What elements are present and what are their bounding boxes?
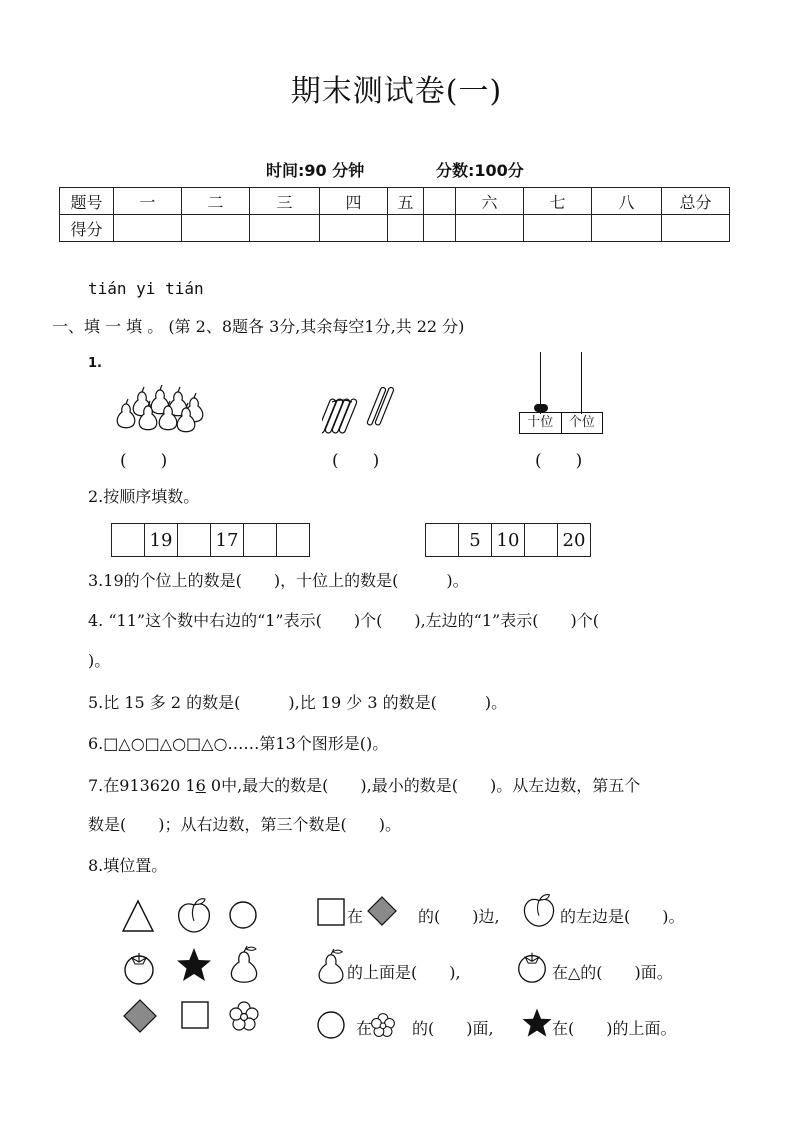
q6-text: 6.□△○□△○□△○……第13个图形是()。 bbox=[88, 734, 389, 753]
q8-s2-b: 在△的( )面。 bbox=[552, 963, 673, 982]
score-cell[interactable] bbox=[250, 215, 320, 242]
score-cell[interactable] bbox=[320, 215, 388, 242]
q7-line1 bbox=[88, 773, 640, 796]
seq-cell[interactable] bbox=[277, 524, 310, 557]
seq-cell: 17 bbox=[211, 524, 244, 557]
circle-icon bbox=[316, 1010, 346, 1040]
q8-text: 8.填位置。 bbox=[88, 856, 168, 875]
q1-blank-3[interactable]: ( ) bbox=[535, 451, 583, 471]
header-col-total: 总分 bbox=[662, 188, 730, 215]
q1-blank-2[interactable]: ( ) bbox=[332, 451, 380, 471]
sequence-left bbox=[111, 523, 310, 557]
sequence-right bbox=[425, 523, 591, 557]
score-cell[interactable] bbox=[182, 215, 250, 242]
pears-group-icon bbox=[112, 370, 212, 436]
abacus-label-ones: 个位 bbox=[568, 415, 595, 430]
square-icon bbox=[180, 1000, 210, 1030]
section-pinyin: tián yi tián bbox=[88, 279, 204, 298]
score-cell[interactable] bbox=[424, 215, 456, 242]
seq-cell: 10 bbox=[492, 524, 525, 557]
q8-s1-a: 在 bbox=[347, 907, 364, 926]
q4-line1: 4. “11”这个数中右边的“1”表示( )个( ),左边的“1”表示( )个( bbox=[88, 611, 599, 630]
tomato-icon bbox=[120, 948, 158, 986]
abacus-rod-ones bbox=[581, 352, 582, 414]
q8-s3-c: 在( )的上面。 bbox=[552, 1019, 677, 1038]
seq-cell[interactable] bbox=[178, 524, 211, 557]
seq-cell: 20 bbox=[558, 524, 591, 557]
diamond-icon bbox=[366, 895, 398, 927]
q8-s1-b: 的( )边, bbox=[418, 907, 500, 926]
star-icon bbox=[174, 946, 214, 984]
abacus-base bbox=[519, 412, 603, 434]
header-label: 题号 bbox=[60, 188, 114, 215]
q8-s2-a: 的上面是( ), bbox=[347, 963, 461, 982]
pear-icon bbox=[314, 946, 348, 988]
header-col-blank bbox=[424, 188, 456, 215]
tomato-icon bbox=[514, 948, 550, 984]
pear-icon bbox=[226, 944, 262, 986]
header-col-7: 七 bbox=[524, 188, 592, 215]
q2-text: 2.按顺序填数。 bbox=[88, 487, 200, 506]
score-cell[interactable] bbox=[592, 215, 662, 242]
q1-blank-1[interactable]: ( ) bbox=[120, 451, 168, 471]
row-label: 得分 bbox=[60, 215, 114, 242]
diamond-icon bbox=[122, 998, 158, 1034]
q1-number: 1. bbox=[88, 356, 102, 371]
time-info: 时间:90 分钟 bbox=[266, 161, 365, 180]
seq-cell[interactable] bbox=[112, 524, 145, 557]
q7-line1-b: 0中,最大的数是( ),最小的数是( )。从左边数，第五个 bbox=[205, 776, 641, 795]
triangle-icon bbox=[120, 898, 156, 934]
header-col-1: 一 bbox=[114, 188, 182, 215]
page-title: 期末测试卷(一) bbox=[290, 74, 503, 109]
score-cell[interactable] bbox=[388, 215, 424, 242]
header-col-4: 四 bbox=[320, 188, 388, 215]
header-col-3: 三 bbox=[250, 188, 320, 215]
score-cell[interactable] bbox=[456, 215, 524, 242]
section-heading: 一、填 一 填 。 (第 2、8题各 3分,其余每空1分,共 22 分) bbox=[52, 317, 465, 336]
seq-cell: 19 bbox=[145, 524, 178, 557]
peach-icon bbox=[174, 896, 214, 934]
q3-text: 3.19的个位上的数是( )，十位上的数是( )。 bbox=[88, 571, 469, 590]
q8-s3-b: 的( )面, bbox=[412, 1019, 494, 1038]
score-table-score-row bbox=[60, 215, 730, 242]
seq-cell[interactable] bbox=[525, 524, 558, 557]
header-col-6: 六 bbox=[456, 188, 524, 215]
flower-icon bbox=[228, 1000, 260, 1032]
star-icon bbox=[520, 1006, 554, 1040]
score-cell[interactable] bbox=[114, 215, 182, 242]
abacus-bead bbox=[534, 404, 548, 412]
score-table bbox=[59, 187, 730, 242]
q5-text: 5.比 15 多 2 的数是( ),比 19 少 3 的数是( )。 bbox=[88, 693, 508, 712]
flower-icon bbox=[370, 1012, 396, 1038]
abacus-label-tens: 十位 bbox=[520, 413, 562, 433]
circle-icon bbox=[228, 900, 258, 930]
score-info: 分数:100分 bbox=[436, 161, 524, 180]
header-col-8: 八 bbox=[592, 188, 662, 215]
q7-line1-a: 7.在913620 1 bbox=[88, 776, 196, 795]
counting-sticks-icon bbox=[322, 378, 396, 434]
q8-s3-a: 在 bbox=[356, 1019, 373, 1038]
score-cell[interactable] bbox=[662, 215, 730, 242]
score-table-header-row bbox=[60, 188, 730, 215]
q7-line2: 数是( )；从右边数，第三个数是( )。 bbox=[88, 815, 401, 834]
q7-underlined-digit: 6 bbox=[195, 776, 206, 795]
header-col-2: 二 bbox=[182, 188, 250, 215]
seq-cell[interactable] bbox=[426, 524, 459, 557]
q8-s1-c: 的左边是( )。 bbox=[560, 907, 685, 926]
seq-cell[interactable] bbox=[244, 524, 277, 557]
score-cell[interactable] bbox=[524, 215, 592, 242]
seq-cell: 5 bbox=[459, 524, 492, 557]
q4-line2: )。 bbox=[88, 651, 111, 670]
peach-icon bbox=[520, 891, 558, 929]
square-icon bbox=[316, 897, 346, 927]
header-col-5: 五 bbox=[388, 188, 424, 215]
